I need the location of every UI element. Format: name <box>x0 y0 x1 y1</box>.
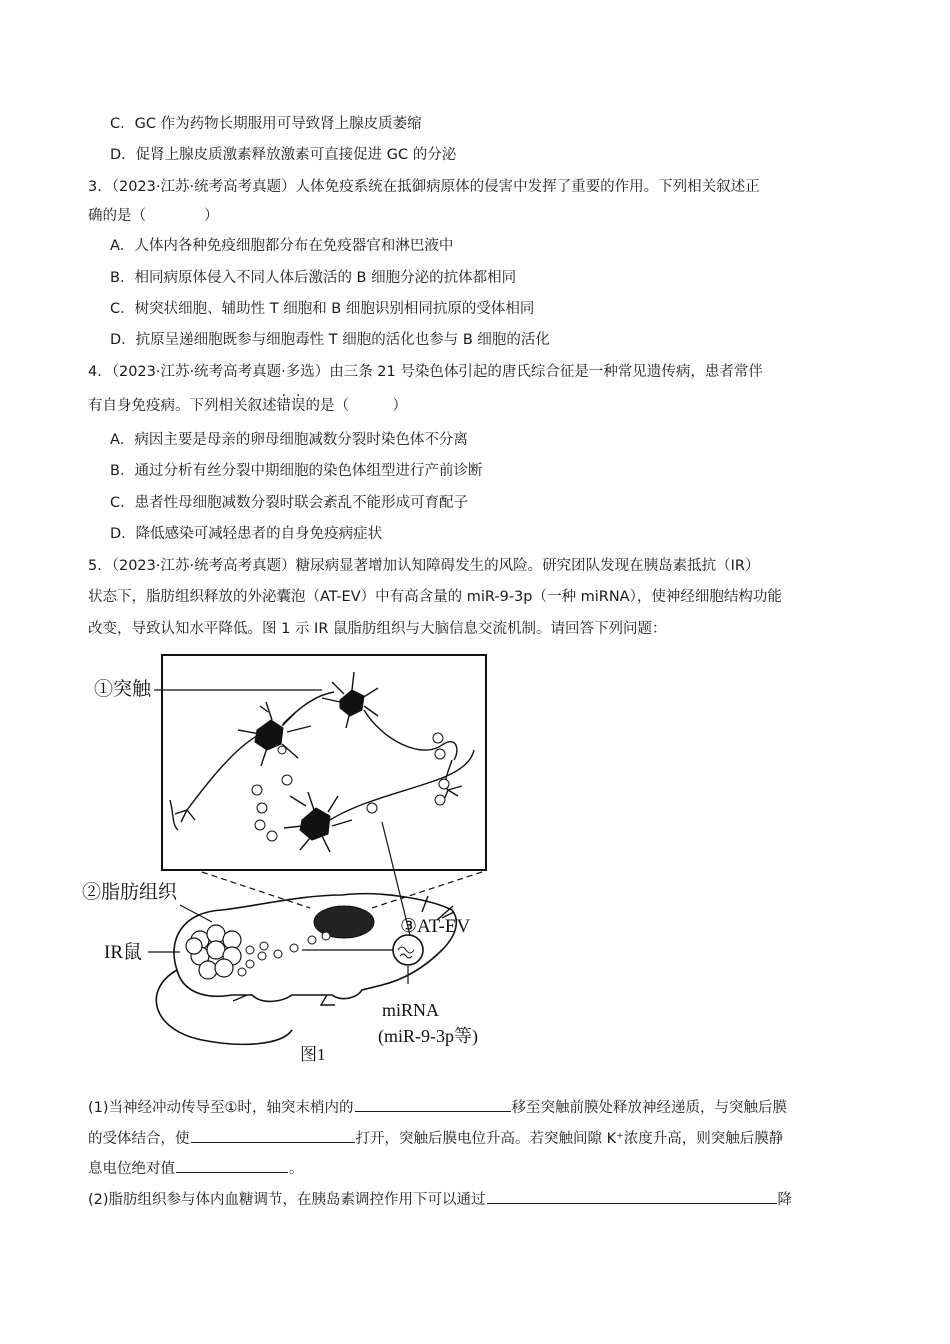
q4-option-c: C．患者性母细胞减数分裂时联会紊乱不能形成可育配子 <box>110 495 469 511</box>
q4-option-d: D．降低感染可减轻患者的自身免疫病症状 <box>110 526 383 542</box>
neuron-cells <box>255 690 364 840</box>
q5-sub1-text-c: 的受体结合，使 <box>88 1131 190 1147</box>
figure-caption: 图1 <box>300 1045 326 1064</box>
q5-sub2-text-b: 降 <box>777 1192 793 1208</box>
label-mirna: miRNA <box>382 1000 440 1020</box>
q2-option-d: D．促肾上腺皮质激素释放激素可直接促进 GC 的分泌 <box>110 147 457 163</box>
q5-sub1-text-e: 息电位绝对值 <box>88 1161 175 1177</box>
answer-blank-1[interactable] <box>355 1096 511 1112</box>
q5-sub2-line1 <box>88 1188 792 1210</box>
q5-sub2-text-a: (2)脂肪组织参与体内血糖调节，在胰岛素调控作用下可以通过 <box>88 1192 486 1208</box>
q5-line1: 5．（2023·江苏·统考高考真题）糖尿病显著增加认知障碍发生的风险。研究团队发现在胰岛素抵抗（IR） <box>88 558 760 574</box>
brain-tissue-box <box>162 655 486 870</box>
q4-emphasis-cuo: 错 <box>276 398 291 414</box>
q3-stem-line2: 确的是（ ） <box>88 208 219 224</box>
label-adipose: ②脂肪组织 <box>82 882 178 903</box>
adipose-cells <box>186 925 241 979</box>
q5-line2: 状态下，脂肪组织释放的外泌囊泡（AT-EV）中有高含量的 miR-9-3p（一种 miRNA），使神经细胞结构功能 <box>88 589 782 605</box>
answer-blank-3[interactable] <box>176 1157 288 1173</box>
q4-stem-line2 <box>88 396 407 416</box>
q4-stem-post: 的是（ ） <box>305 398 407 414</box>
q2-option-c: C．GC 作为药物长期服用可导致肾上腺皮质萎缩 <box>110 116 422 132</box>
q5-sub1-text-d: 打开，突触后膜电位升高。若突触间隙 K⁺浓度升高，则突触后膜静 <box>355 1131 784 1147</box>
q4-emphasis-wu: 误 <box>291 398 306 414</box>
at-ev-vesicle <box>393 935 423 965</box>
q4-stem-line1: 4．（2023·江苏·统考高考真题·多选）由三条 21 号染色体引起的唐氏综合征是一种常见遗传病，患者常伴 <box>88 364 763 380</box>
label-synapse: ①突触 <box>94 679 152 700</box>
label-mir-9-3p: (miR-9-3p等) <box>378 1026 478 1046</box>
q5-sub1-line2 <box>88 1127 783 1149</box>
q3-stem-line1: 3．（2023·江苏·统考高考真题）人体免疫系统在抵御病原体的侵害中发挥了重要的作用。下列相关叙述正 <box>88 179 760 195</box>
answer-blank-2[interactable] <box>191 1127 355 1143</box>
q5-sub1-line1 <box>88 1096 787 1118</box>
q3-option-c: C．树突状细胞、辅助性 T 细胞和 B 细胞识别相同抗原的受体相同 <box>110 301 535 317</box>
q5-sub1-text-a: (1)当神经冲动传导至①时，轴突末梢内的 <box>88 1100 354 1116</box>
vesicles-circulation <box>238 932 330 976</box>
label-at-ev: ③AT-EV <box>400 916 471 937</box>
q5-sub1-text-f: 。 <box>289 1161 304 1177</box>
q5-line3: 改变，导致认知水平降低。图 1 示 IR 鼠脂肪组织与大脑信息交流机制。请回答下列问题： <box>88 621 667 637</box>
answer-blank-4[interactable] <box>487 1188 777 1204</box>
q4-option-b: B．通过分析有丝分裂中期细胞的染色体组型进行产前诊断 <box>110 463 483 479</box>
label-ir-mouse: IR鼠 <box>104 942 143 963</box>
q4-stem-pre: 有自身免疫病。下列相关叙述 <box>88 398 277 414</box>
q5-sub1-text-b: 移至突触前膜处释放神经递质，与突触后膜 <box>511 1100 788 1116</box>
q3-option-b: B．相同病原体侵入不同人体后激活的 B 细胞分泌的抗体都相同 <box>110 270 517 286</box>
q5-sub1-line3 <box>88 1157 304 1179</box>
figure-1-diagram <box>82 650 522 1070</box>
q3-option-d: D．抗原呈递细胞既参与细胞毒性 T 细胞的活化也参与 B 细胞的活化 <box>110 332 550 348</box>
q3-option-a: A．人体内各种免疫细胞都分布在免疫器官和淋巴液中 <box>110 238 454 254</box>
q4-option-a: A．病因主要是母亲的卵母细胞减数分裂时染色体不分离 <box>110 432 468 448</box>
